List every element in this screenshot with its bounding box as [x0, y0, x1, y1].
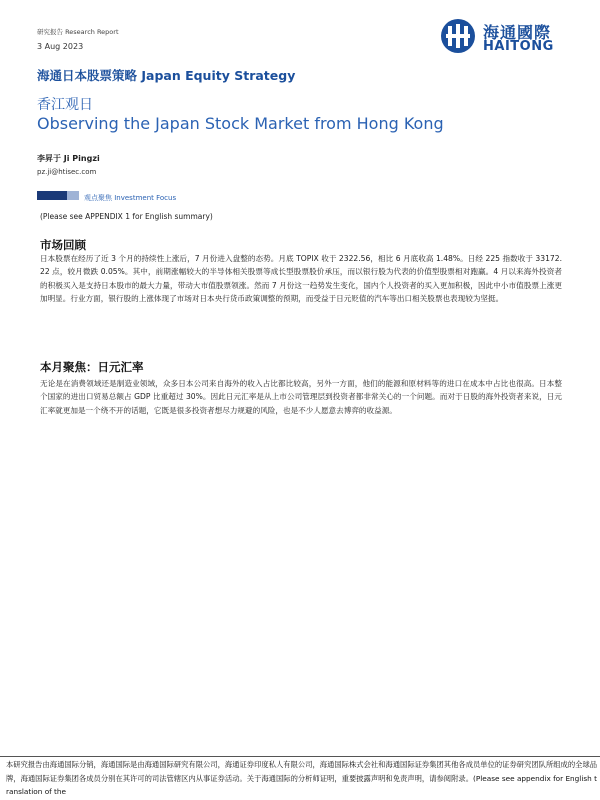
focus-marker [37, 191, 67, 200]
appendix-note: (Please see APPENDIX 1 for English summary) [40, 212, 213, 221]
haitong-emblem-icon [440, 18, 476, 54]
focus-label: 观点聚焦 Investment Focus [84, 194, 177, 202]
logo-text-cn: 海通國際 [483, 23, 552, 42]
focus-marker-accent [67, 191, 79, 200]
section-title-market-review: 市场回顾 [40, 238, 86, 252]
report-title-en: Observing the Japan Stock Market from Hong Kong [37, 114, 444, 133]
footer-disclaimer: 本研究报告由海通国际分销，海通国际是由海通国际研究有限公司，海通证券印度私人有限公司，海通国际株式会社和海通国际证券集团其他各成员单位的证券研究团队所组成的全球品牌，海通国际证券集团各成员分别在其许可的司法管辖区内从事证券活动。关于海通国际的分析师证明，重要披露声明和免责声明，请参阅附录。(Please see appendix for English translation of the [6, 760, 598, 796]
author-email[interactable]: pz.ji@htisec.com [37, 168, 97, 176]
section-title-monthly-focus: 本月聚焦：日元汇率 [40, 360, 144, 374]
report-title-cn: 香江观日 [37, 97, 93, 113]
report-type: 研究报告 Research Report [37, 28, 119, 36]
section-body-market-review: 日本股票在经历了近 3 个月的持续性上涨后，7 月份进入盘整的态势。月底 TOPIX 收于 2322.56，相比 6 月底收高 1.48%。日经 225 指数收于 33172.22 点，较月微跌 0.05%。其中，前期涨幅较大的半导体相关股票等成长型股票股价承压，而以银行股为代表的价值型股票相对跑赢。4 月以来海外投资者的积极买入是支持日本股市的最大力量，带动大市值股票领涨。然而 7 月份这一趋势发生变化，国内个人投资者的买入更加积极，因此中小市值股票上涨更加明显。行业方面，银行股的上涨体现了市场对日本央行货币政策调整的预期，而受益于日元贬值的汽车等出口相关股票也表现较为坚挺。 [40, 254, 562, 304]
company-logo [440, 18, 560, 58]
section-body-monthly-focus: 无论是在消费领域还是制造业领域，众多日本公司来自海外的收入占比都比较高，另外一方面，他们的能源和原材料等的进口在成本中占比也很高。日本整个国家的进出口贸易总额占 GDP 比重超过 30%。因此日元汇率是从上市公司管理层到投资者都非常关心的一个问题。而对于日股的海外投资者来说，日元汇率就更加是一个绕不开的话题，它既是很多投资者想尽力规避的风险，也是不少人愿意去博弈的收益源。 [40, 379, 562, 415]
series-title: 海通日本股票策略 Japan Equity Strategy [37, 68, 296, 83]
author-name: 李昇于 Ji Pingzi [37, 154, 100, 163]
footer-divider [0, 756, 600, 757]
report-date: 3 Aug 2023 [37, 42, 84, 51]
logo-text-en: HAITONG [483, 39, 554, 54]
